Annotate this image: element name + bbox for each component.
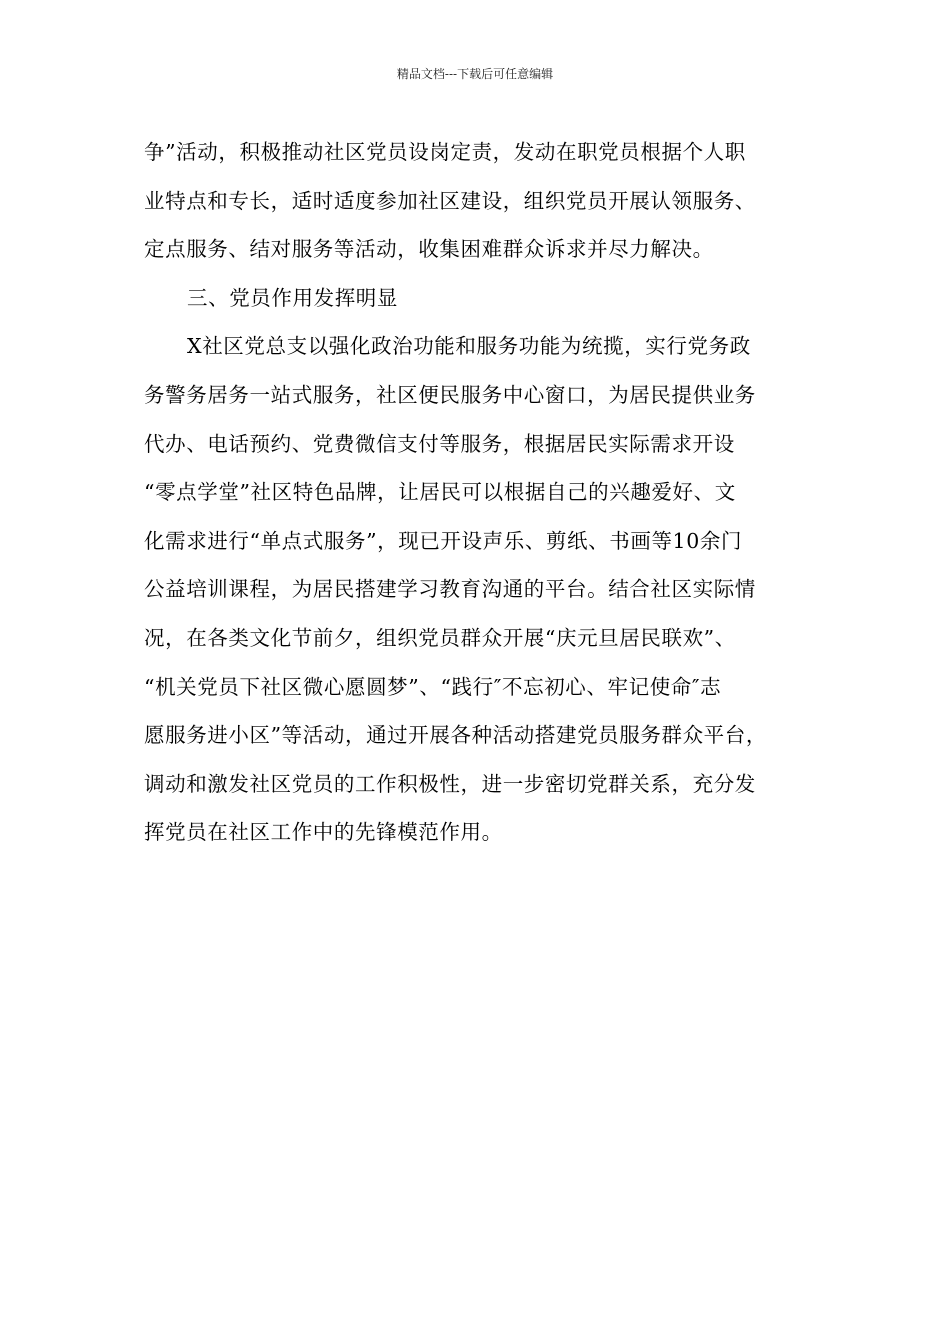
- paragraph-line: 调动和激发社区党员的工作积极性，进一步密切党群关系，充分发: [144, 771, 756, 796]
- paragraph-line: X社区党总支以强化政治功能和服务功能为统揽，实行党务政: [187, 334, 751, 359]
- paragraph-line: 况，在各类文化节前夕，组织党员群众开展“庆元旦居民联欢”、: [144, 625, 736, 650]
- paragraph-line: “零点学堂”社区特色品牌，让居民可以根据自己的兴趣爱好、文: [144, 480, 736, 505]
- paragraph-line: 化需求进行“单点式服务”，现已开设声乐、剪纸、书画等10余门: [144, 528, 743, 553]
- paragraph-line: 公益培训课程，为居民搭建学习教育沟通的平台。结合社区实际情: [144, 577, 756, 602]
- page-header: 精品文档---下载后可任意编辑: [396, 67, 554, 81]
- section-heading: 三、党员作用发挥明显: [187, 285, 398, 310]
- paragraph-line: “机关党员下社区微心愿圆梦”、“践行″不忘初心、牢记使命″志: [144, 674, 722, 699]
- paragraph-line: 愿服务进小区”等活动，通过开展各种活动搭建党员服务群众平台，: [144, 723, 767, 748]
- paragraph-line: 争”活动，积极推动社区党员设岗定责，发动在职党员根据个人职: [144, 140, 746, 164]
- paragraph-line: 定点服务、结对服务等活动，收集困难群众诉求并尽力解决。: [144, 237, 714, 262]
- paragraph-line: 业特点和专长，适时适度参加社区建设，组织党员开展认领服务、: [144, 188, 756, 213]
- paragraph-line: 挥党员在社区工作中的先锋模范作用。: [144, 820, 503, 845]
- paragraph-line: 务警务居务一站式服务，社区便民服务中心窗口，为居民提供业务: [144, 382, 756, 407]
- paragraph-line: 代办、电话预约、党费微信支付等服务，根据居民实际需求开设: [144, 431, 735, 456]
- document-body: [144, 128, 824, 857]
